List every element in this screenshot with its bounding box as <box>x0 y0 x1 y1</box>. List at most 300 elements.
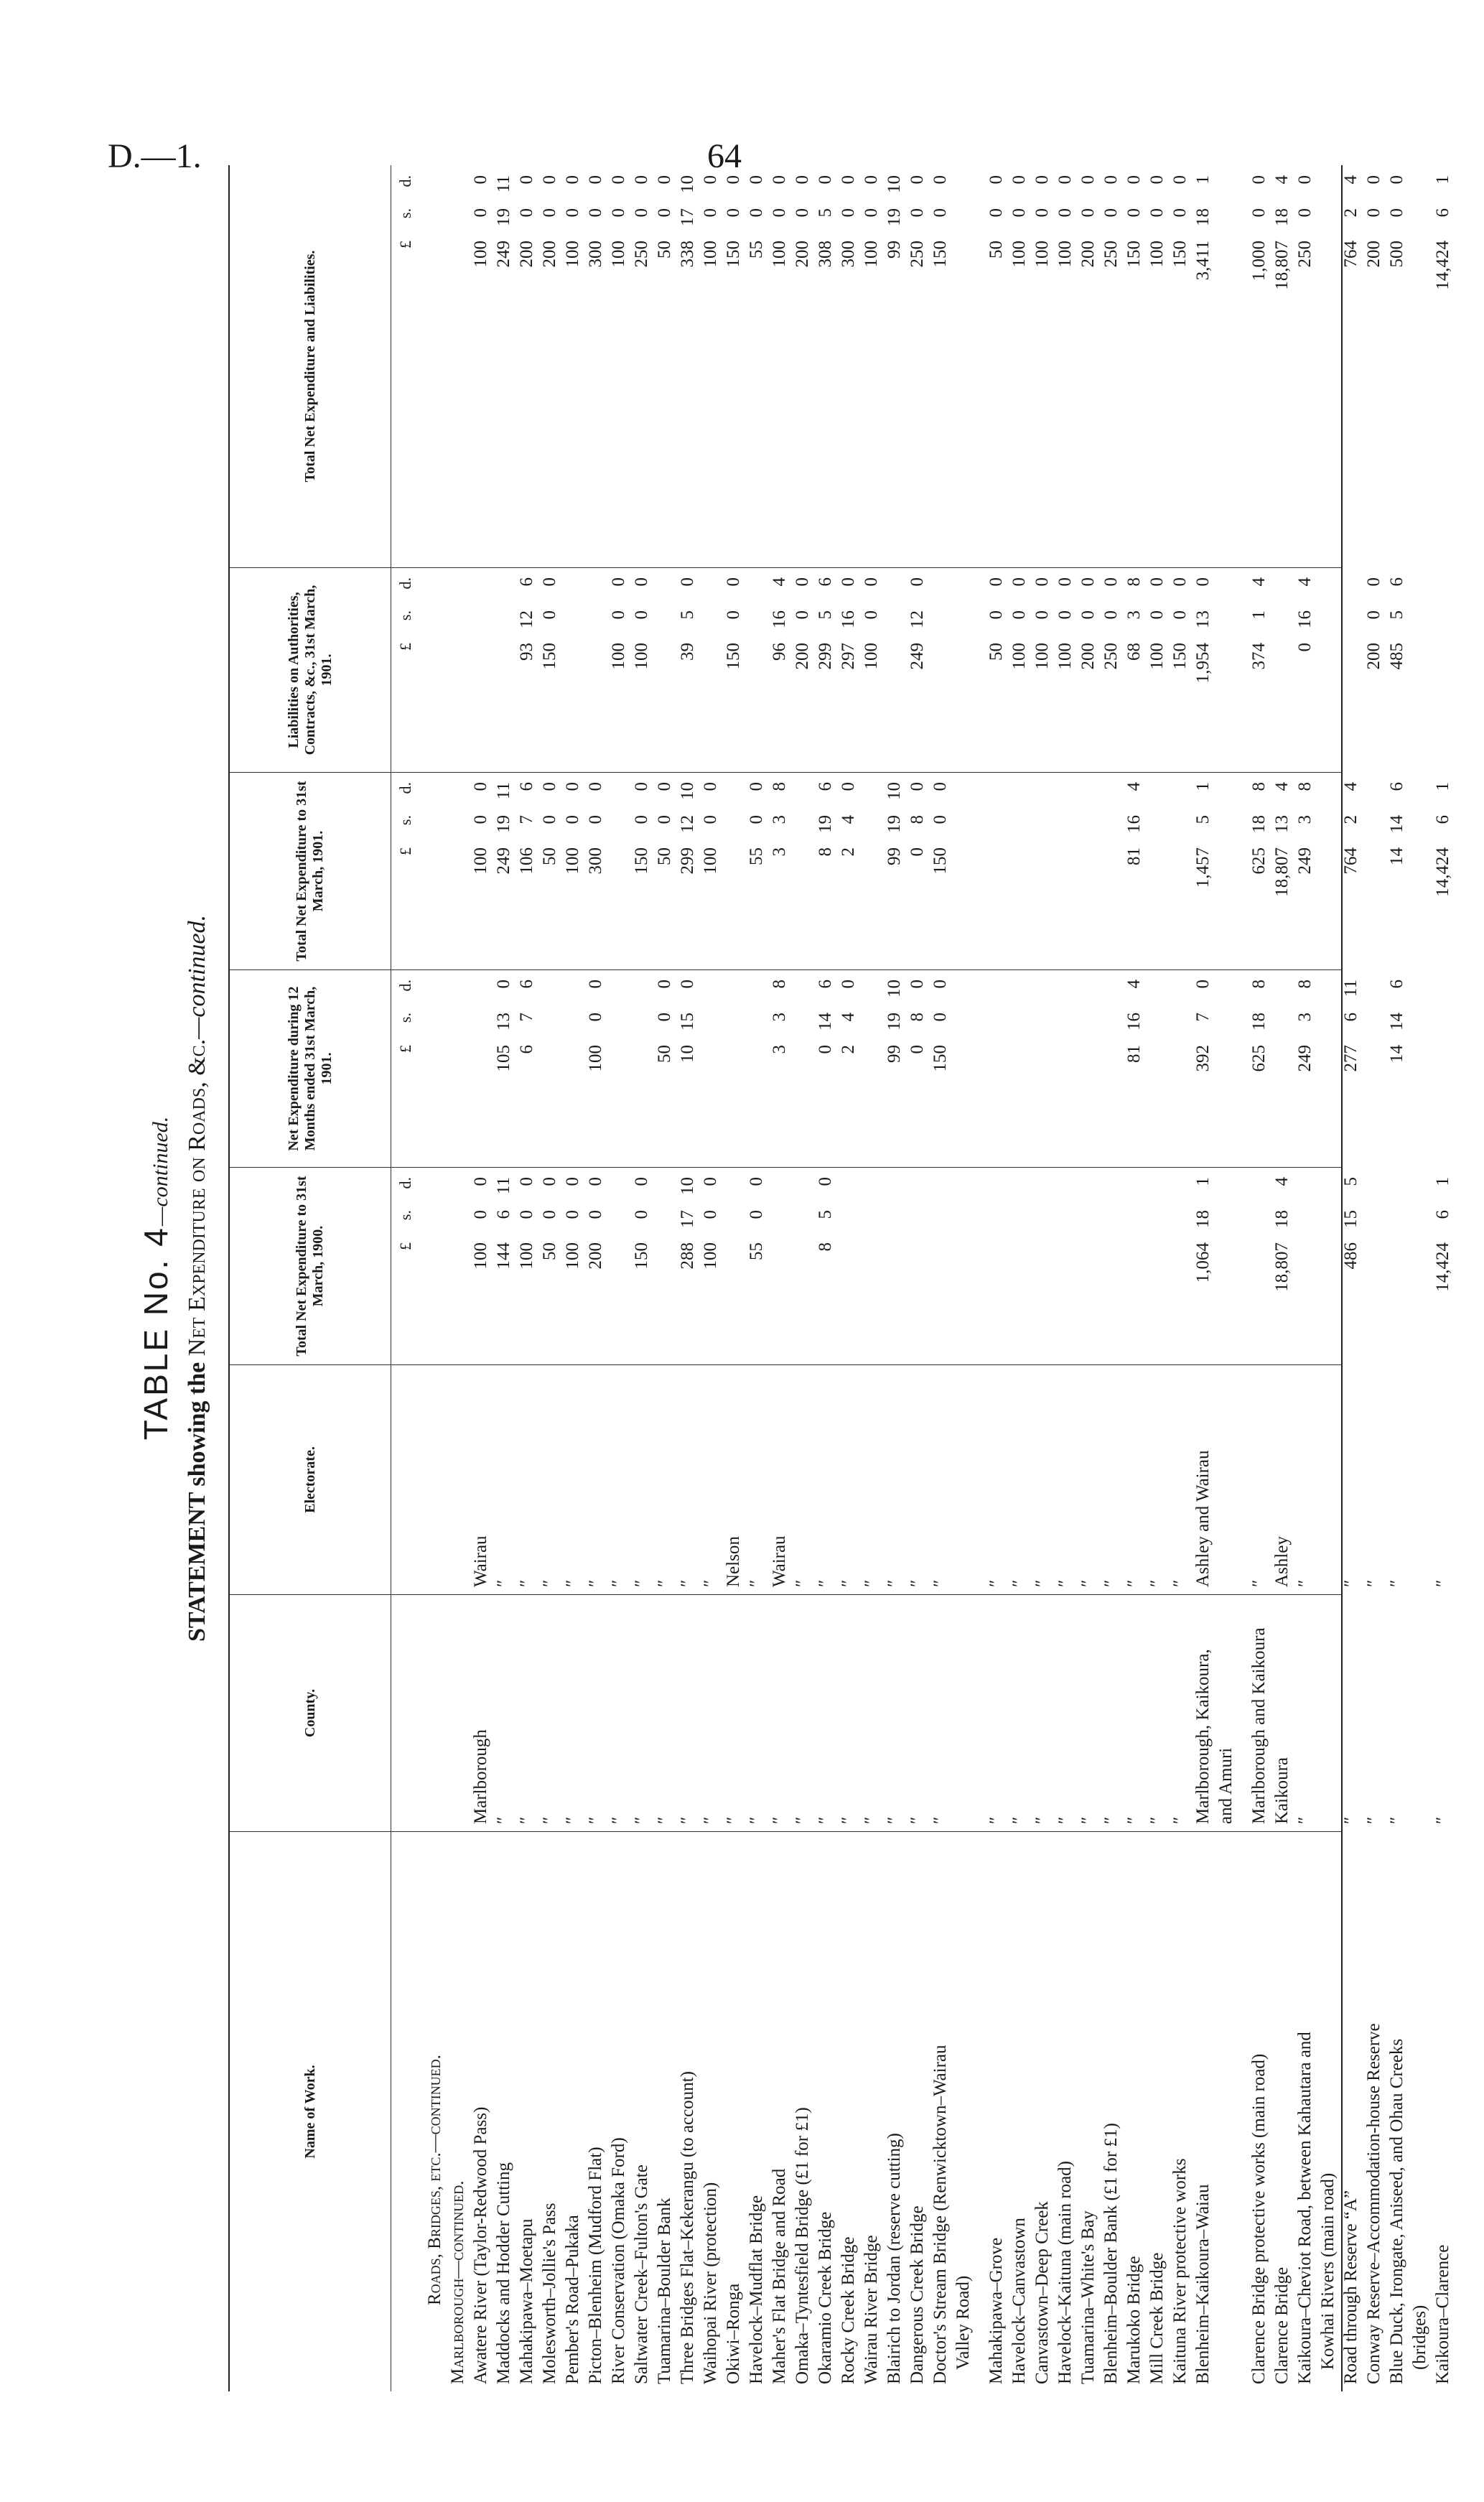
table-row-cell: Wairau <box>770 1535 789 1587</box>
table-row-cell: ″ <box>1170 1816 1190 1824</box>
money-value <box>768 772 791 908</box>
pounds: 99 <box>885 241 904 259</box>
table-row-cell: ″ <box>655 1579 674 1587</box>
table-row-cell <box>906 568 929 772</box>
column-name <box>230 1831 1452 2391</box>
shillings: 0 <box>1387 208 1406 218</box>
pounds: 1,000 <box>1249 241 1269 282</box>
money-value <box>883 772 906 908</box>
shillings: 16 <box>839 610 858 628</box>
table-row-cell: ″ <box>930 1579 950 1587</box>
money-value <box>745 567 768 704</box>
table-row-cell <box>1409 970 1432 1167</box>
column-exp1900 <box>230 1167 1452 1364</box>
money-value <box>1008 969 1031 1106</box>
table-row-cell <box>561 773 584 969</box>
unit-d: d. <box>396 782 414 794</box>
pence: 0 <box>586 980 605 989</box>
table-row-cell <box>1192 773 1215 969</box>
pence: 4 <box>770 577 789 587</box>
table-row-cell: ″ <box>1295 1579 1315 1587</box>
pounds: 99 <box>885 1045 904 1063</box>
table-row-cell <box>1169 1168 1192 1364</box>
shillings: 5 <box>1193 815 1213 824</box>
money-value <box>1340 1167 1363 1303</box>
table-row-cell: ″ <box>793 1816 812 1824</box>
pence: 0 <box>586 1177 605 1186</box>
table-row-cell <box>1271 165 1294 567</box>
table-row-cell <box>1294 773 1317 969</box>
money-value <box>883 1167 906 1303</box>
shillings: 0 <box>724 610 743 620</box>
money-value <box>1271 772 1294 908</box>
page-number: 64 <box>707 137 742 175</box>
table-row-cell: ″ <box>586 1816 605 1824</box>
money-value <box>722 567 745 704</box>
shillings: 2 <box>1341 815 1361 824</box>
money-value <box>607 1167 630 1303</box>
pence: 8 <box>770 980 789 989</box>
pounds: 486 <box>1341 1242 1361 1270</box>
money-value <box>745 969 768 1106</box>
table-row-cell: and Amuri <box>1216 1747 1236 1824</box>
pounds: 150 <box>724 241 743 268</box>
pence: 6 <box>816 577 835 587</box>
pence: 0 <box>1295 175 1315 185</box>
table-row-cell: ″ <box>1147 1579 1167 1587</box>
table-row-cell <box>883 568 906 772</box>
units-row <box>396 1168 418 1364</box>
money-value <box>1100 165 1123 302</box>
pounds: 300 <box>839 241 858 268</box>
table-row-cell: Mill Creek Bridge <box>1147 2252 1167 2384</box>
pounds: 68 <box>1124 643 1144 661</box>
pence: 0 <box>1387 175 1406 185</box>
money-value <box>1192 1167 1215 1303</box>
pence: 0 <box>471 175 490 185</box>
pounds: 100 <box>1055 643 1075 670</box>
money-value <box>1340 772 1363 908</box>
pounds: 764 <box>1341 241 1361 268</box>
table-row-cell <box>1317 1365 1340 1594</box>
table-row-cell: ″ <box>517 1816 536 1824</box>
pence: 0 <box>563 175 582 185</box>
pence: 10 <box>678 782 697 800</box>
money-value <box>538 969 561 1106</box>
pence: 0 <box>1170 175 1190 185</box>
pounds: 0 <box>1295 643 1315 652</box>
table-row-cell <box>515 970 538 1167</box>
shillings: 6 <box>494 1210 513 1219</box>
pounds: 100 <box>609 643 628 670</box>
table-row-cell <box>493 568 515 772</box>
pounds: 55 <box>747 241 766 259</box>
shillings: 6 <box>1433 815 1452 824</box>
pence: 0 <box>563 1177 582 1186</box>
table-row-cell <box>1432 1168 1455 1364</box>
pence: 0 <box>471 1177 490 1186</box>
pence: 0 <box>471 782 490 791</box>
shillings: 0 <box>586 1013 605 1022</box>
pence: 0 <box>747 782 766 791</box>
money-value <box>1169 772 1192 908</box>
pounds: 8 <box>816 1242 835 1252</box>
pounds: 200 <box>1364 241 1383 268</box>
money-value <box>653 1167 676 1303</box>
table-row-cell <box>883 165 906 567</box>
money-value <box>1248 969 1271 1106</box>
money-value <box>1363 567 1386 704</box>
shillings: 13 <box>1193 610 1213 628</box>
pence: 0 <box>632 577 651 587</box>
pounds: 18,807 <box>1272 241 1292 290</box>
table-row-cell: Wairau River Bridge <box>862 2235 881 2384</box>
table-row-cell <box>860 773 883 969</box>
shillings: 3 <box>770 1013 789 1022</box>
pence: 0 <box>678 577 697 587</box>
table-row-cell <box>985 568 1008 772</box>
table-row-cell <box>1363 773 1386 969</box>
pence: 8 <box>1124 577 1144 587</box>
pounds: 0 <box>816 1045 835 1054</box>
table-row-cell <box>1317 568 1340 772</box>
table-row-cell <box>745 165 768 567</box>
pence: 0 <box>930 175 950 185</box>
table-row-cell: ″ <box>986 1816 1006 1824</box>
shillings: 1 <box>1249 610 1269 620</box>
pence: 0 <box>793 175 812 185</box>
table-row-cell <box>791 1168 814 1364</box>
money-value <box>860 772 883 908</box>
money-value <box>630 772 653 908</box>
table-row-cell <box>929 1168 952 1364</box>
shillings: 0 <box>930 1013 950 1022</box>
table-row-cell: ″ <box>540 1816 559 1824</box>
shillings: 18 <box>1272 1210 1292 1228</box>
shillings: 0 <box>986 208 1006 218</box>
table-row-cell <box>653 165 676 567</box>
table-row-cell <box>837 568 860 772</box>
table-row-cell: ″ <box>1009 1816 1029 1824</box>
shillings: 12 <box>907 610 927 628</box>
table-row-cell <box>768 773 791 969</box>
pounds: 249 <box>494 241 513 268</box>
pence: 10 <box>678 175 697 193</box>
shillings: 6 <box>1433 1210 1452 1219</box>
table-row-cell <box>1409 165 1432 567</box>
pounds: 249 <box>1295 847 1315 875</box>
shillings: 6 <box>1433 208 1452 218</box>
table-row-cell <box>814 773 837 969</box>
money-value <box>985 567 1008 704</box>
unit-l: £ <box>396 1242 414 1250</box>
table-row-cell <box>985 773 1008 969</box>
pence: 0 <box>1147 577 1167 587</box>
subtitle-lead: STATEMENT showing the <box>184 1362 210 1642</box>
table-row-cell <box>584 165 607 567</box>
pounds: 3 <box>770 1045 789 1054</box>
shillings: 0 <box>1101 610 1121 620</box>
table-row-cell <box>837 773 860 969</box>
pence: 6 <box>816 782 835 791</box>
units-row <box>396 970 418 1167</box>
shillings: 0 <box>747 815 766 824</box>
table-row-cell: ″ <box>494 1816 513 1824</box>
shillings: 15 <box>678 1013 697 1031</box>
table-row-cell <box>791 165 814 567</box>
money-value <box>676 772 699 908</box>
table-row-cell: ″ <box>540 1579 559 1587</box>
table-row-cell <box>676 773 699 969</box>
table-row-cell: Blairich to Jordan (reserve cutting) <box>885 2133 904 2384</box>
shillings: 8 <box>907 815 927 824</box>
table-row-cell <box>906 773 929 969</box>
pounds: 200 <box>540 241 559 268</box>
pounds: 150 <box>930 847 950 875</box>
pounds: 105 <box>494 1045 513 1072</box>
pounds: 0 <box>907 847 927 857</box>
column-header-net12: Net Expenditure during 12 Months ended 31st March, 1901. <box>230 970 391 1167</box>
table-row-cell: ″ <box>770 1816 789 1824</box>
pence: 4 <box>1124 782 1144 791</box>
money-value <box>1031 969 1054 1106</box>
table-row-cell <box>1169 568 1192 772</box>
subtitle-suffix: —continued. <box>184 915 210 1039</box>
table-row-cell <box>1409 1168 1432 1364</box>
pence: 0 <box>701 175 720 185</box>
money-value <box>515 165 538 302</box>
pounds: 100 <box>1009 241 1029 268</box>
pence: 0 <box>839 782 858 791</box>
shillings: 19 <box>494 208 513 226</box>
pence: 5 <box>1341 1177 1361 1186</box>
money-value <box>745 1167 768 1303</box>
shillings: 4 <box>839 815 858 824</box>
pounds: 93 <box>517 643 536 661</box>
pence: 0 <box>494 980 513 989</box>
money-value <box>1386 567 1409 704</box>
money-value <box>1008 772 1031 908</box>
table-row-cell <box>952 1168 975 1364</box>
pounds: 764 <box>1341 847 1361 875</box>
money-value <box>722 772 745 908</box>
shillings: 0 <box>632 1210 651 1219</box>
pounds: 625 <box>1249 1045 1269 1072</box>
pounds: 50 <box>986 643 1006 661</box>
money-value <box>837 165 860 302</box>
money-value <box>1146 772 1169 908</box>
money-value <box>1123 772 1146 908</box>
pence: 4 <box>1272 1177 1292 1186</box>
money-value <box>470 772 493 908</box>
money-value <box>814 165 837 302</box>
pounds: 18,807 <box>1272 847 1292 897</box>
money-value <box>538 567 561 704</box>
table-row-cell <box>1363 970 1386 1167</box>
money-value <box>837 1167 860 1303</box>
pence: 0 <box>986 577 1006 587</box>
money-value <box>1077 165 1100 302</box>
shillings: 6 <box>1341 1013 1361 1022</box>
table-row-cell <box>653 773 676 969</box>
money-value <box>1294 1167 1317 1303</box>
shillings: 3 <box>770 815 789 824</box>
section-heading: Roads, Bridges, etc.—continued. <box>425 2055 444 2305</box>
shillings: 0 <box>1147 610 1167 620</box>
money-value <box>1363 969 1386 1106</box>
unit-d: d. <box>396 1177 414 1189</box>
shillings: 18 <box>1193 208 1213 226</box>
money-value <box>630 567 653 704</box>
table-row-cell <box>538 568 561 772</box>
shillings: 17 <box>678 208 697 226</box>
table-row-cell: ″ <box>563 1579 582 1587</box>
money-value <box>1192 567 1215 704</box>
table-row-cell <box>791 568 814 772</box>
money-value <box>699 969 722 1106</box>
pounds: 100 <box>862 643 881 670</box>
table-row-cell: ″ <box>655 1816 674 1824</box>
money-value <box>1386 1167 1409 1303</box>
money-value <box>584 1167 607 1303</box>
table-row-cell: Kaikoura <box>1272 1757 1292 1824</box>
table-row-cell <box>1008 165 1031 567</box>
pence: 10 <box>885 782 904 800</box>
pounds: 249 <box>907 643 927 670</box>
table-row-cell <box>952 773 975 969</box>
money-value <box>906 1167 929 1303</box>
pounds: 2 <box>839 1045 858 1054</box>
pence: 0 <box>930 980 950 989</box>
table-row-cell <box>768 165 791 567</box>
pounds: 39 <box>678 643 697 661</box>
table-row-cell: Marlborough and Kaikoura <box>1249 1627 1269 1824</box>
table-row-cell: Blenheim–Boulder Bank (£1 for £1) <box>1101 2123 1121 2384</box>
table-row-cell: ″ <box>885 1579 904 1587</box>
pounds: 100 <box>1032 643 1052 670</box>
pence: 10 <box>885 175 904 193</box>
money-value <box>860 1167 883 1303</box>
pounds: 14,424 <box>1433 1242 1452 1292</box>
pounds: 14,424 <box>1433 847 1452 897</box>
money-value <box>745 165 768 302</box>
table-row-cell: ″ <box>1009 1579 1029 1587</box>
table-row-cell <box>561 1168 584 1364</box>
money-value <box>1077 1167 1100 1303</box>
table-row-cell <box>1054 970 1077 1167</box>
table-row-cell <box>607 1168 630 1364</box>
table-row-cell <box>929 568 952 772</box>
pounds: 150 <box>540 643 559 670</box>
money-value <box>1169 567 1192 704</box>
table-row-cell: ″ <box>1341 1816 1361 1824</box>
shillings: 0 <box>586 208 605 218</box>
table-row-cell <box>1123 165 1146 567</box>
pence: 6 <box>517 782 536 791</box>
pounds: 100 <box>1147 643 1167 670</box>
table-row-cell: Awatere River (Taylor-Redwood Pass) <box>471 2106 490 2384</box>
shillings: 0 <box>1249 208 1269 218</box>
pence: 0 <box>724 577 743 587</box>
table-row-cell: ″ <box>609 1816 628 1824</box>
shillings: 0 <box>862 208 881 218</box>
money-value <box>561 1167 584 1303</box>
money-value <box>1386 772 1409 908</box>
pence: 0 <box>540 577 559 587</box>
table-row-cell: Three Bridges Flat–Kekerangu (to account) <box>678 2071 697 2384</box>
table-row-cell <box>745 1168 768 1364</box>
shillings: 13 <box>494 1013 513 1031</box>
money-value <box>1271 165 1294 302</box>
shillings: 16 <box>770 610 789 628</box>
table-row-cell <box>1123 970 1146 1167</box>
pence: 0 <box>1009 175 1029 185</box>
table-row-cell <box>1008 1168 1031 1364</box>
pounds: 100 <box>471 847 490 875</box>
money-value <box>561 165 584 302</box>
pence: 0 <box>540 175 559 185</box>
pence: 0 <box>609 577 628 587</box>
table-row-cell <box>538 773 561 969</box>
table-row-cell <box>814 1168 837 1364</box>
table-row-cell <box>745 773 768 969</box>
table-row-cell <box>1386 970 1409 1167</box>
table-row-cell <box>1192 1168 1215 1364</box>
shillings: 17 <box>678 1210 697 1228</box>
table-row-cell <box>1054 773 1077 969</box>
table-row-cell <box>1008 970 1031 1167</box>
subsection-heading: Marlborough—continued. <box>448 2180 467 2384</box>
money-value <box>791 969 814 1106</box>
money-value <box>538 1167 561 1303</box>
money-value <box>584 567 607 704</box>
table-row-cell <box>1294 1168 1317 1364</box>
table-row-cell: ″ <box>494 1579 513 1587</box>
table-row-cell: ″ <box>793 1579 812 1587</box>
pounds: 14 <box>1387 1045 1406 1063</box>
table-row-cell <box>1123 1168 1146 1364</box>
pence: 0 <box>907 577 927 587</box>
table-row-cell <box>1215 1168 1238 1364</box>
table-row-cell: ″ <box>1249 1579 1269 1587</box>
money-value <box>1432 772 1455 908</box>
table-row-cell: River Conservation (Omaka Ford) <box>609 2137 628 2384</box>
table-row-cell: Kaikoura–Clarence <box>1433 2244 1452 2384</box>
shillings: 0 <box>724 208 743 218</box>
money-value <box>653 165 676 302</box>
table-row-cell: ″ <box>1101 1816 1121 1824</box>
pounds: 374 <box>1249 643 1269 670</box>
money-value <box>814 772 837 908</box>
table-row-cell <box>1077 970 1100 1167</box>
money-value <box>1271 567 1294 704</box>
pence: 0 <box>1170 577 1190 587</box>
table-row-cell <box>493 1168 515 1364</box>
table-title-suffix: —continued. <box>149 1116 172 1227</box>
pounds: 3 <box>770 847 789 857</box>
shillings: 3 <box>1295 815 1315 824</box>
pence: 1 <box>1193 175 1213 185</box>
table-row-cell: Marukoko Bridge <box>1124 2256 1144 2384</box>
money-value <box>1123 567 1146 704</box>
shillings: 0 <box>586 1210 605 1219</box>
table-row-cell: ″ <box>724 1816 743 1824</box>
money-value <box>1271 1167 1294 1303</box>
money-value <box>1432 165 1455 302</box>
table-row-cell: Wairau <box>471 1535 490 1587</box>
shillings: 0 <box>1055 610 1075 620</box>
table-row-cell: Kaituna River protective works <box>1170 2158 1190 2384</box>
